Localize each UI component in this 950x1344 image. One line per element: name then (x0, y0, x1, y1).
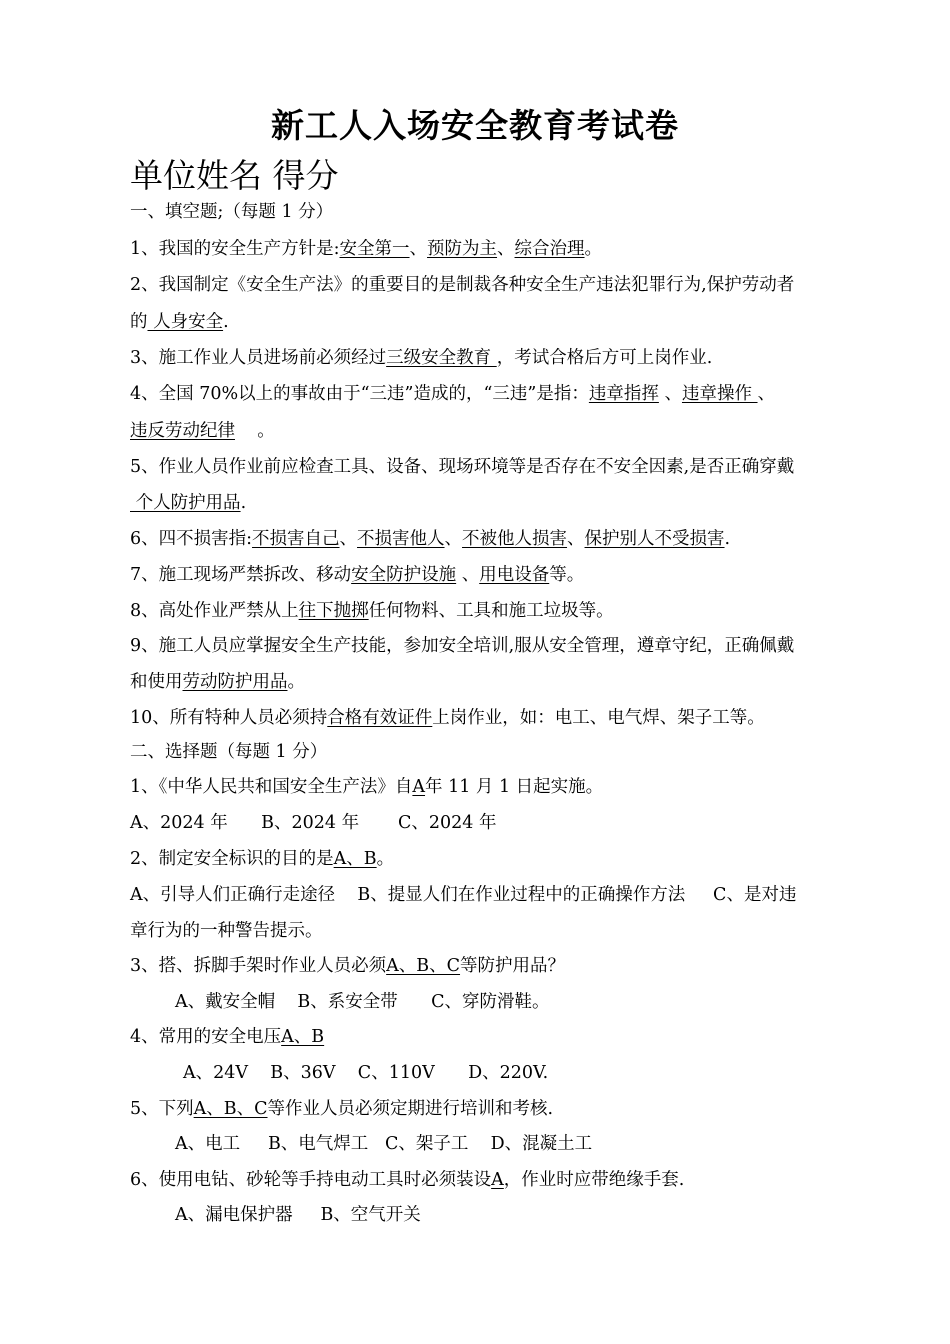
fill-q3: 3、施工作业人员进场前必须经过三级安全教育 ，考试合格后方可上岗作业. (130, 348, 713, 368)
fill-q4-line1: 4、全国 70%以上的事故由于“三违”造成的，“三违”是指：违章指挥 、违章操作 、 (130, 384, 776, 404)
fill-q9-line2: 和使用劳动防护用品。 (130, 672, 305, 692)
choice-q2: 2、制定安全标识的目的是A、B。 (130, 849, 395, 869)
choice-q4: 4、常用的安全电压A、B (130, 1027, 325, 1047)
fill-q10: 10、所有特种人员必须持合格有效证件上岗作业，如：电工、电气焊、架子工等。 (130, 708, 765, 728)
choice-q6: 6、使用电钻、砂轮等手持电动工具时必须装设A，作业时应带绝缘手套. (130, 1170, 685, 1190)
page-title: 新工人入场安全教育考试卷 (271, 106, 679, 145)
fill-q5-line2: 个人防护用品. (130, 493, 247, 513)
choice-q1: 1、《中华人民共和国安全生产法》自A年 11 月 1 日起实施。 (130, 777, 604, 797)
choice-q2-options-line2: 章行为的一种警告提示。 (130, 921, 323, 941)
fill-q9-line1: 9、施工人员应掌握安全生产技能，参加安全培训,服从安全管理，遵章守纪，正确佩戴 (130, 636, 795, 656)
choice-q5-options: A、电工 B、电气焊工 C、架子工 D、混凝土工 (175, 1134, 593, 1154)
choice-q2-options-line1: A、引导人们正确行走途径 B、提显人们在作业过程中的正确操作方法 C、是对违 (130, 885, 797, 905)
fill-q7: 7、施工现场严禁拆改、移动安全防护设施 、用电设备等。 (130, 565, 585, 585)
choice-q6-options: A、漏电保护器 B、空气开关 (175, 1205, 421, 1225)
fill-q1: 1、我国的安全生产方针是:安全第一、预防为主、综合治理。 (130, 239, 603, 259)
fill-q8: 8、高处作业严禁从上往下抛掷任何物料、工具和施工垃圾等。 (130, 601, 614, 621)
choice-q1-options: A、2024 年 B、2024 年 C、2024 年 (130, 813, 497, 833)
choice-q3-options: A、戴安全帽 B、系安全带 C、穿防滑鞋。 (175, 992, 550, 1012)
choice-q5: 5、下列A、B、C等作业人员必须定期进行培训和考核. (130, 1099, 554, 1119)
fill-q2-line2: 的 人身安全. (130, 312, 229, 332)
fill-q5-line1: 5、作业人员作业前应检查工具、设备、现场环境等是否存在不安全因素,是否正确穿戴 (130, 457, 795, 477)
choice-q3: 3、搭、拆脚手架时作业人员必须A、B、C等防护用品？ (130, 956, 566, 976)
section2-heading: 二、选择题（每题 1 分） (130, 742, 328, 762)
choice-q4-options: A、24V B、36V C、110V D、220V. (183, 1063, 549, 1083)
name-score-line: 单位姓名 得分 (130, 156, 339, 195)
fill-q2-line1: 2、我国制定《安全生产法》的重要目的是制裁各种安全生产违法犯罪行为,保护劳动者 (130, 275, 795, 295)
section1-heading: 一、填空题;（每题 1 分） (130, 202, 334, 222)
fill-q4-line2: 违反劳动纪律 。 (130, 421, 275, 441)
fill-q6: 6、四不损害指:不损害自己、不损害他人、不被他人损害、保护别人不受损害. (130, 529, 731, 549)
